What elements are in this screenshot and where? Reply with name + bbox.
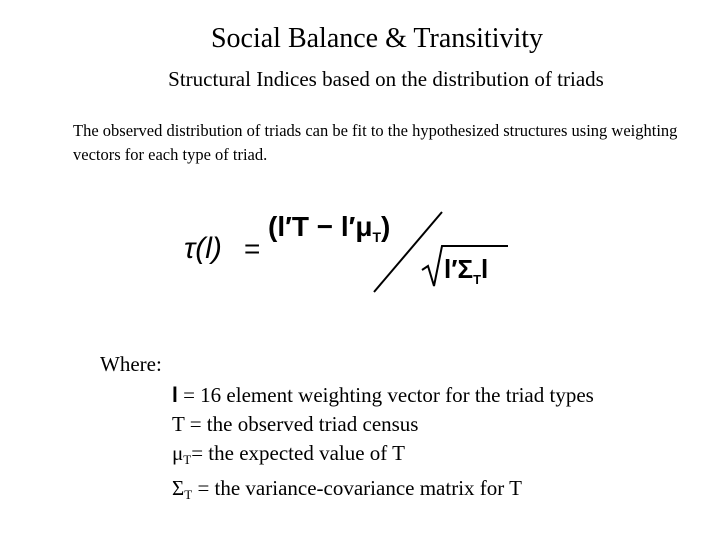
definition-sigma bbox=[172, 474, 594, 509]
formula-equals: = bbox=[244, 233, 261, 264]
slide-subtitle: Structural Indices based on the distribution of triads bbox=[168, 67, 604, 91]
definition-t bbox=[172, 410, 594, 439]
definition-symbol: Σ bbox=[172, 476, 185, 500]
definition-symbol: T bbox=[172, 412, 185, 436]
tau-formula bbox=[178, 204, 518, 300]
definition-symbol: l bbox=[172, 384, 178, 407]
formula-lhs-tau: τ(l) bbox=[184, 232, 222, 265]
definition-text: = the observed triad census bbox=[184, 412, 419, 436]
definition-text: = the expected value of T bbox=[191, 441, 406, 465]
definition-mu bbox=[172, 439, 594, 474]
definition-text: = the variance-covariance matrix for T bbox=[192, 476, 522, 500]
intro-paragraph: The observed distribution of triads can be fit to the hypothesized structures using weighting vectors for each type of triad. bbox=[73, 121, 678, 164]
definition-subscript: T bbox=[184, 487, 193, 502]
definition-subscript: T bbox=[183, 452, 192, 467]
definition-text: = 16 element weighting vector for the triad types bbox=[177, 383, 594, 407]
formula-denominator: $l'\Sigma_Tl$ bbox=[444, 254, 489, 287]
definition-l bbox=[172, 381, 594, 410]
where-label: Where: bbox=[100, 352, 162, 376]
formula-numerator: $(l'T - l'\mu_T)$ bbox=[268, 211, 391, 245]
definitions-list bbox=[172, 381, 594, 509]
slide-title: Social Balance & Transitivity bbox=[210, 23, 544, 54]
definition-symbol: μ bbox=[172, 441, 184, 465]
